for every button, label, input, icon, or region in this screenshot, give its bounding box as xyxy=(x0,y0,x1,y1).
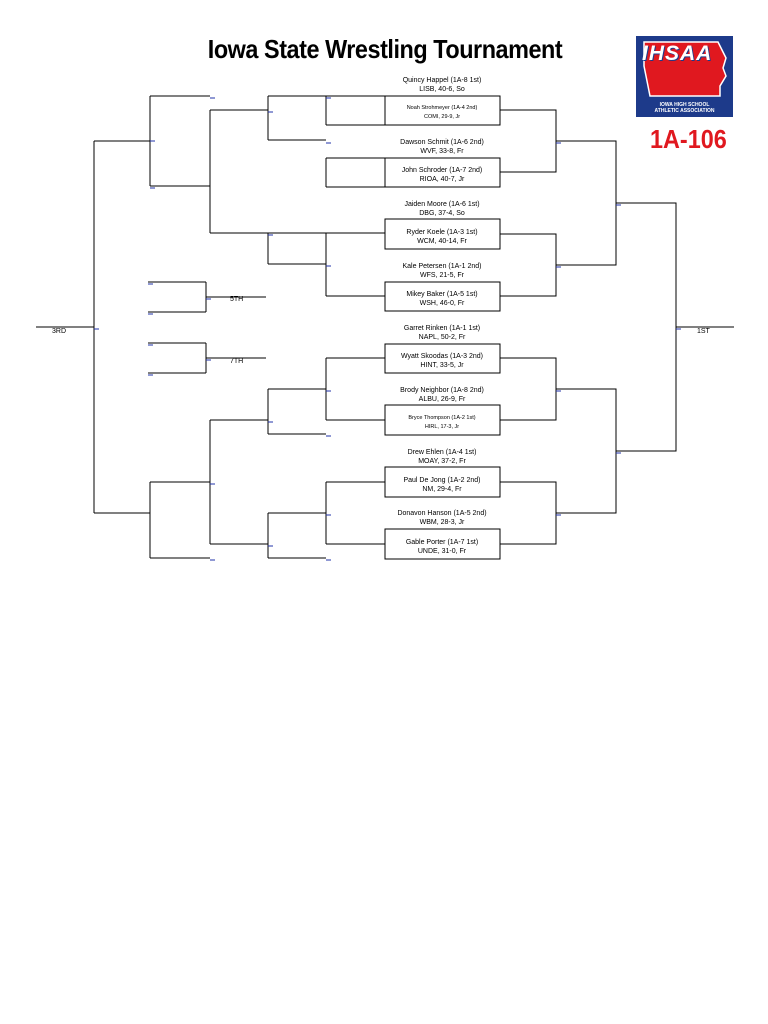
consolation-lines-top xyxy=(150,96,386,296)
logo-name-line-1: IOWA HIGH SCHOOL xyxy=(659,102,710,108)
wrestler-entry xyxy=(385,414,499,432)
wrestler-name: Wyatt Skoodas (1A-3 2nd) xyxy=(400,353,484,360)
wrestler-entry xyxy=(385,324,499,342)
champ-final-connector xyxy=(616,203,734,451)
wrestler-detail: HINT, 33-5, Jr xyxy=(420,362,464,369)
wrestler-name: Jaiden Moore (1A-6 1st) xyxy=(404,201,480,208)
fifth-place-label: 5TH xyxy=(230,296,244,303)
wrestler-name: Ryder Koele (1A-3 1st) xyxy=(406,229,478,236)
consolation-lines-bottom xyxy=(150,358,386,558)
wrestler-detail: WSH, 46-0, Fr xyxy=(419,300,465,307)
seventh-place-label: 7TH xyxy=(230,358,244,365)
wrestler-entry xyxy=(385,509,499,527)
wrestler-detail: HIRL, 17-3, Jr xyxy=(424,424,460,430)
wrestler-detail: WBM, 28-3, Jr xyxy=(419,519,465,526)
wrestler-name: Drew Ehlen (1A-4 1st) xyxy=(407,449,477,456)
wrestler-entry xyxy=(385,386,499,404)
wrestler-name: Mikey Baker (1A-5 1st) xyxy=(406,291,478,298)
wrestler-detail: COMI, 29-9, Jr xyxy=(423,114,461,120)
wrestler-entry xyxy=(385,352,499,370)
third-place-label: 3RD xyxy=(52,328,67,335)
wrestler-entry xyxy=(385,228,499,246)
wrestler-name: Kale Petersen (1A-1 2nd) xyxy=(402,263,482,270)
wrestler-name: John Schroder (1A-7 2nd) xyxy=(401,167,483,174)
champ-r1-connectors xyxy=(500,110,556,544)
wrestler-name: Gable Porter (1A-7 1st) xyxy=(405,539,479,546)
wrestler-entry xyxy=(385,76,499,94)
wrestler-entry xyxy=(385,104,499,122)
wrestler-name: Paul De Jong (1A-2 2nd) xyxy=(403,477,481,484)
logo-name-line-2: ATHLETIC ASSOCIATION xyxy=(654,108,715,114)
first-place-label: 1ST xyxy=(697,328,710,335)
weight-class: 1A-106 xyxy=(650,124,727,154)
wrestler-entry xyxy=(385,448,499,466)
wrestler-detail: LISB, 40-6, So xyxy=(419,86,465,93)
wrestler-detail: NAPL, 50-2, Fr xyxy=(418,334,466,341)
wrestler-detail: WFS, 21-5, Fr xyxy=(420,272,464,279)
wrestler-detail: ALBU, 26-9, Fr xyxy=(418,396,466,403)
wrestler-detail: MOAY, 37-2, Fr xyxy=(418,458,466,465)
wrestler-name: Brody Neighbor (1A-8 2nd) xyxy=(400,387,484,394)
page-title: Iowa State Wrestling Tournament xyxy=(207,34,563,64)
wrestler-entry xyxy=(385,200,499,218)
wrestler-detail: DBG, 37-4, So xyxy=(419,210,465,217)
wrestler-detail: RIOA, 40-7, Jr xyxy=(419,176,465,183)
wrestler-entry xyxy=(385,538,499,556)
wrestler-entry xyxy=(385,166,499,184)
wrestler-name: Bryce Thompson (1A-2 1st) xyxy=(408,415,476,421)
champ-r2-connectors xyxy=(556,141,616,513)
wrestler-detail: WVF, 33-8, Fr xyxy=(420,148,464,155)
wrestler-detail: UNDE, 31-0, Fr xyxy=(417,548,467,555)
wrestler-name: Dawson Schmit (1A-6 2nd) xyxy=(400,139,484,146)
wrestler-entry xyxy=(385,476,499,494)
wrestler-name: Noah Strohmeyer (1A-4 2nd) xyxy=(406,105,478,111)
wrestler-entry xyxy=(385,138,499,156)
wrestler-entry xyxy=(385,290,499,308)
wrestler-entry xyxy=(385,262,499,280)
wrestler-name: Quincy Happel (1A-8 1st) xyxy=(402,77,482,84)
logo-abbreviation: IHSAA xyxy=(642,42,713,65)
wrestler-detail: WCM, 40-14, Fr xyxy=(417,238,467,245)
fifth-seventh-lines xyxy=(148,282,266,373)
wrestler-detail: NM, 29-4, Fr xyxy=(422,486,462,493)
wrestler-name: Donavon Hanson (1A-5 2nd) xyxy=(397,510,487,517)
wrestler-name: Garret Rinken (1A-1 1st) xyxy=(403,325,481,332)
